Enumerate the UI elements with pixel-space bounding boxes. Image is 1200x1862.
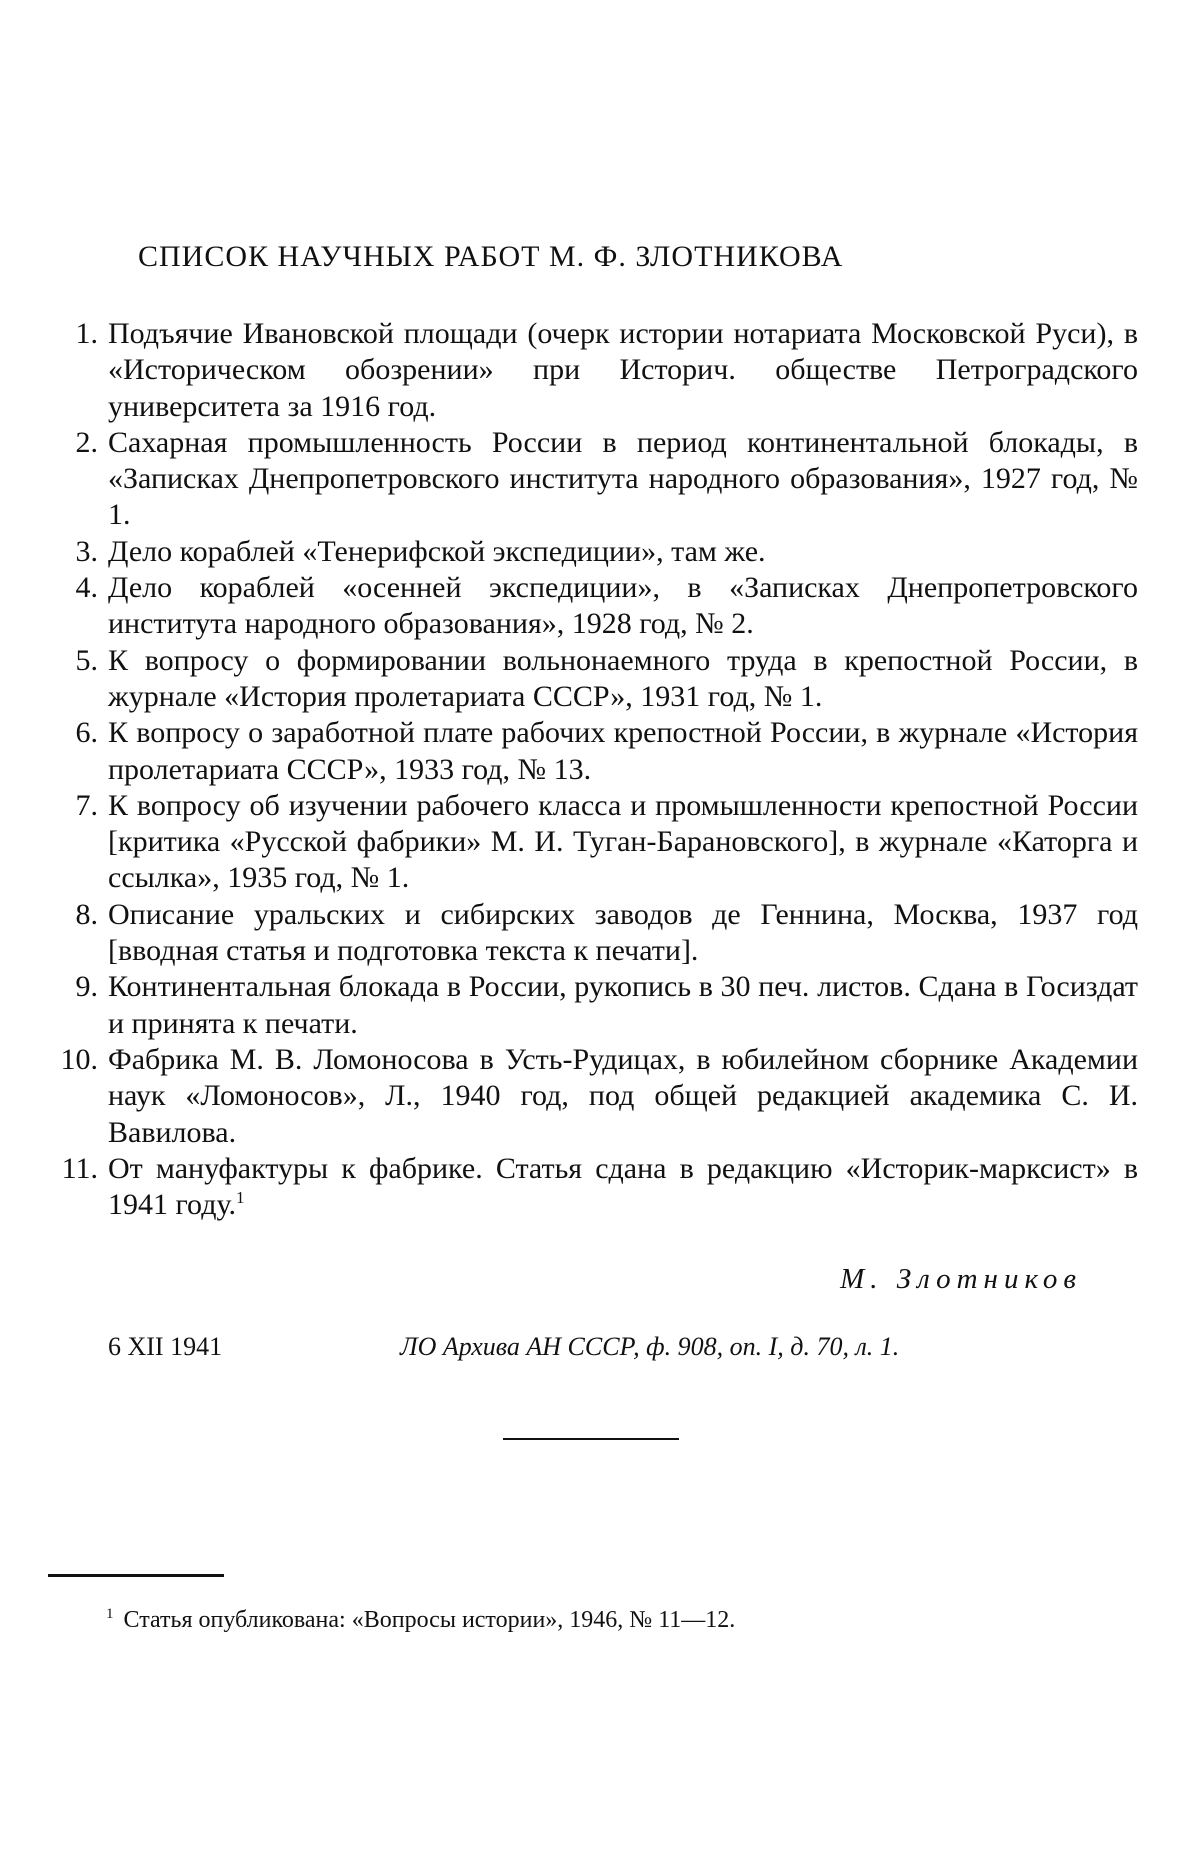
work-number: 11.	[61, 1151, 98, 1185]
work-text: К вопросу об изучении рабочего класса и промышленности крепостной России [критика «Русской фабрики» М. И. Туган-Барановского], в журнале «Каторга и ссылка», 1935 год, № 1.	[108, 788, 1138, 895]
work-number: 5.	[75, 643, 98, 677]
work-number: 3.	[75, 534, 98, 568]
section-divider	[503, 1438, 679, 1440]
work-item	[38, 316, 1138, 425]
work-text: Описание уральских и сибирских заводов де Геннина, Москва, 1937 год [вводная статья и подготовка текста к печати].	[108, 897, 1138, 968]
work-text-block	[108, 425, 1138, 534]
work-number: 1.	[75, 317, 98, 350]
work-item	[38, 425, 1138, 534]
work-text-block	[108, 316, 1138, 425]
footnote-marker: 1	[106, 1606, 114, 1622]
work-item	[38, 643, 1138, 716]
work-number: 7.	[75, 788, 98, 822]
work-item	[38, 897, 1138, 970]
work-item	[38, 1151, 1138, 1224]
work-text: К вопросу о формировании вольнонаемного труда в крепостной России, в журнале «История пролетариата СССР», 1931 год, № 1.	[108, 643, 1138, 713]
archive-source: ЛО Архива АН СССР, ф. 908, оп. I, д. 70, л. 1.	[400, 1332, 900, 1361]
work-number: 10.	[60, 1042, 98, 1076]
work-text: Дело кораблей «Тенерифской экспедиции», там же.	[108, 534, 766, 568]
footnote-text: Статья опубликована: «Вопросы истории», 1946, № 11—12.	[123, 1607, 736, 1633]
works-list	[38, 316, 1138, 1223]
author-signature: М. Злотников	[840, 1263, 1082, 1295]
footnote	[106, 1607, 735, 1634]
work-text: Континентальная блокада в России, рукопись в 30 печ. листов. Сдана в Госиздат и принята к печати.	[108, 970, 1138, 1040]
work-text: От мануфактуры к фабрике. Статья сдана в редакцию «Историк-марксист» в 1941 году.	[108, 1151, 1138, 1222]
work-text-block	[108, 715, 1138, 788]
work-item	[38, 1042, 1138, 1151]
footnote-reference: 1	[235, 1188, 245, 1208]
document-date: 6 XII 1941	[108, 1332, 223, 1361]
work-item	[38, 969, 1138, 1042]
work-number: 2.	[75, 425, 98, 459]
work-text: Дело кораблей «осенней экспедиции», в «Записках Днепропетровского института народного образования», 1928 год, № 2.	[108, 571, 1138, 641]
work-number: 6.	[75, 716, 98, 750]
work-text-block	[108, 643, 1138, 716]
work-text: К вопросу о заработной плате рабочих крепостной России, в журнале «История пролетариата СССР», 1933 год, № 13.	[108, 716, 1138, 786]
work-text: Фабрика М. В. Ломоносова в Усть-Рудицах, в юбилейном сборнике Академии наук «Ломоносов», Л., 1940 год, под общей редакцией академика С. И. Вавилова.	[108, 1042, 1138, 1149]
work-text-block	[108, 788, 1138, 897]
work-text-block	[108, 534, 1138, 570]
work-number: 4.	[75, 571, 98, 605]
work-text-block	[108, 1151, 1138, 1224]
work-text-block	[108, 570, 1138, 643]
work-item	[38, 788, 1138, 897]
work-item	[38, 715, 1138, 788]
work-text-block	[108, 969, 1138, 1042]
work-item	[38, 570, 1138, 643]
work-text: Сахарная промышленность России в период континентальной блокады, в «Записках Днепропетровского института народного образования», 1927 год, № 1.	[108, 425, 1138, 532]
work-text-block	[108, 1042, 1138, 1151]
work-item	[38, 534, 1138, 570]
work-number: 9.	[75, 970, 98, 1004]
work-text-block	[108, 897, 1138, 970]
footnote-divider	[48, 1574, 224, 1577]
work-number: 8.	[75, 897, 98, 931]
work-text: Подъячие Ивановской площади (очерк истории нотариата Московской Руси), в «Историческом обозрении» при Историч. обществе Петроградского университета за 1916 год.	[108, 317, 1138, 423]
page-title: СПИСОК НАУЧНЫХ РАБОТ М. Ф. ЗЛОТНИКОВА	[138, 240, 844, 273]
